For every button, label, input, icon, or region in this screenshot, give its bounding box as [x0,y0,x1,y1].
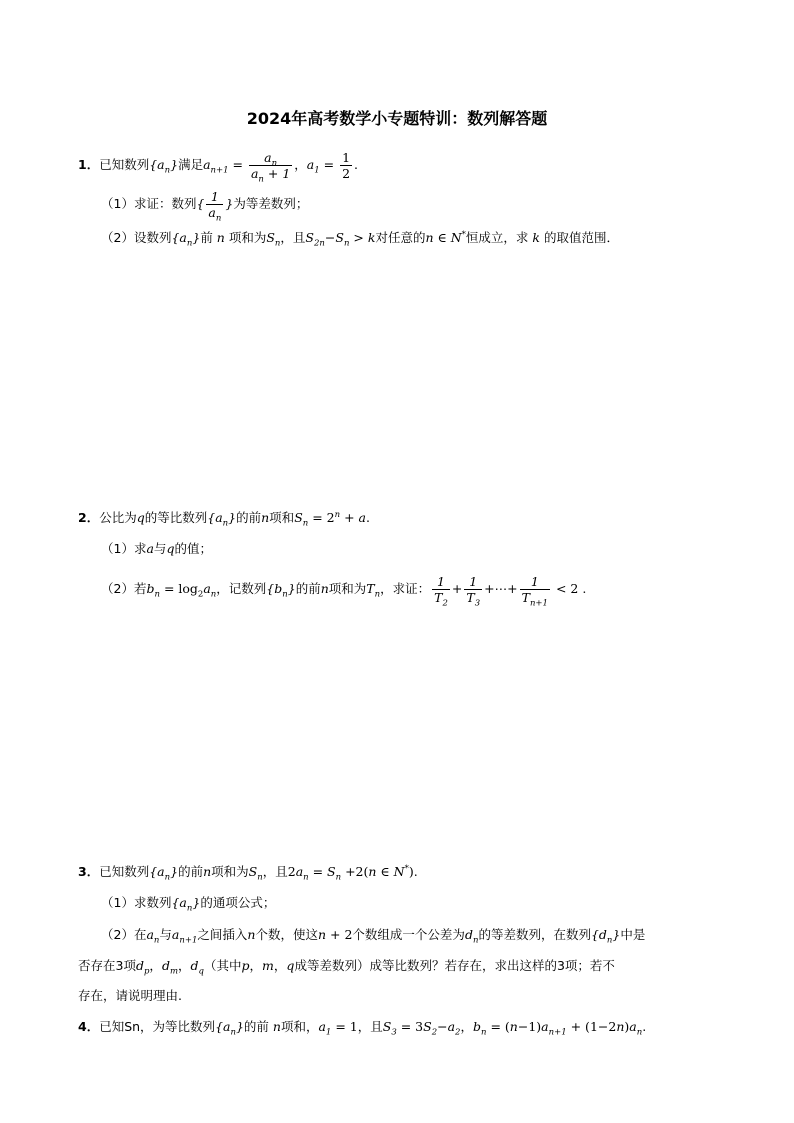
question-number: 2． [78,510,100,525]
question-2-stem: 2．公比为q的等比数列$\{a_n\}$的前n项和$S_n = 2^n + a$. [78,509,370,529]
question-3-stem: 3．已知数列$\{a_n\}$的前n项和为$S_n$，且$2a_n = S_n +2(n$ ∈ N*). [78,863,418,883]
question-number: 3． [78,864,100,879]
question-2-part-1: （1）求a与q的值； [101,541,212,556]
question-number: 4． [78,1019,100,1034]
question-3-part-2-line-2: 否存在3项$d_p$，$d_m$，$d_q$（其中p，m，q成等差数列）成等比数列？若存在，求出这样的3项；若不 [78,958,615,977]
page-title: 2024年高考数学小专题特训：数列解答题 [246,109,548,128]
question-2-part-2: （2）若$b_n = \log_2a_n$，记数列$\{b_n\}$的前n项和为$T_n$，求证： $\frac{1}{T_2}$ + $\frac{1}{T_3}$ +⋯+ $\frac{1}{T_{n+1}}$ < 2 . [101,574,587,609]
question-number: 1． [78,157,100,172]
question-3-part-2-line-3: 存在，请说明理由. [78,988,182,1003]
question-3-part-1: （1）求数列$\{a_n\}$的通项公式； [101,895,276,914]
question-1-part-1: （1）求证：数列{ $\frac{1}{a_n}$ }为等差数列； [101,189,309,224]
question-4-stem: 4．已知Sn，为等比数列$\{a_n\}$的前 n项和，$a_1 = 1$，且$S_3 = 3S_2-a_2$，$b_n = (n-1)a_{n+1} + (1-2n)a_n$. [78,1019,647,1038]
question-3-part-2-line-1: （2）在$a_n$与$a_{n+1}$之间插入n个数，使这n + 2个数组成一个公差为$d_n$的等差数列，在数列$\{d_n\}$中是 [101,927,646,946]
question-1-stem: 1．已知数列$\{a_n\}$满足$a_{n+1}$ = $\frac{a_n}{a_n + 1}$ ，$a_1$ = $\frac{1}{2}$ . [78,150,359,185]
question-1-part-2: （2）设数列$\{a_n\}$前 n 项和为$S_n$，且$S_{2n}-S_n > k$对任意的n ∈ N*恒成立，求 k 的取值范围． [101,229,619,249]
